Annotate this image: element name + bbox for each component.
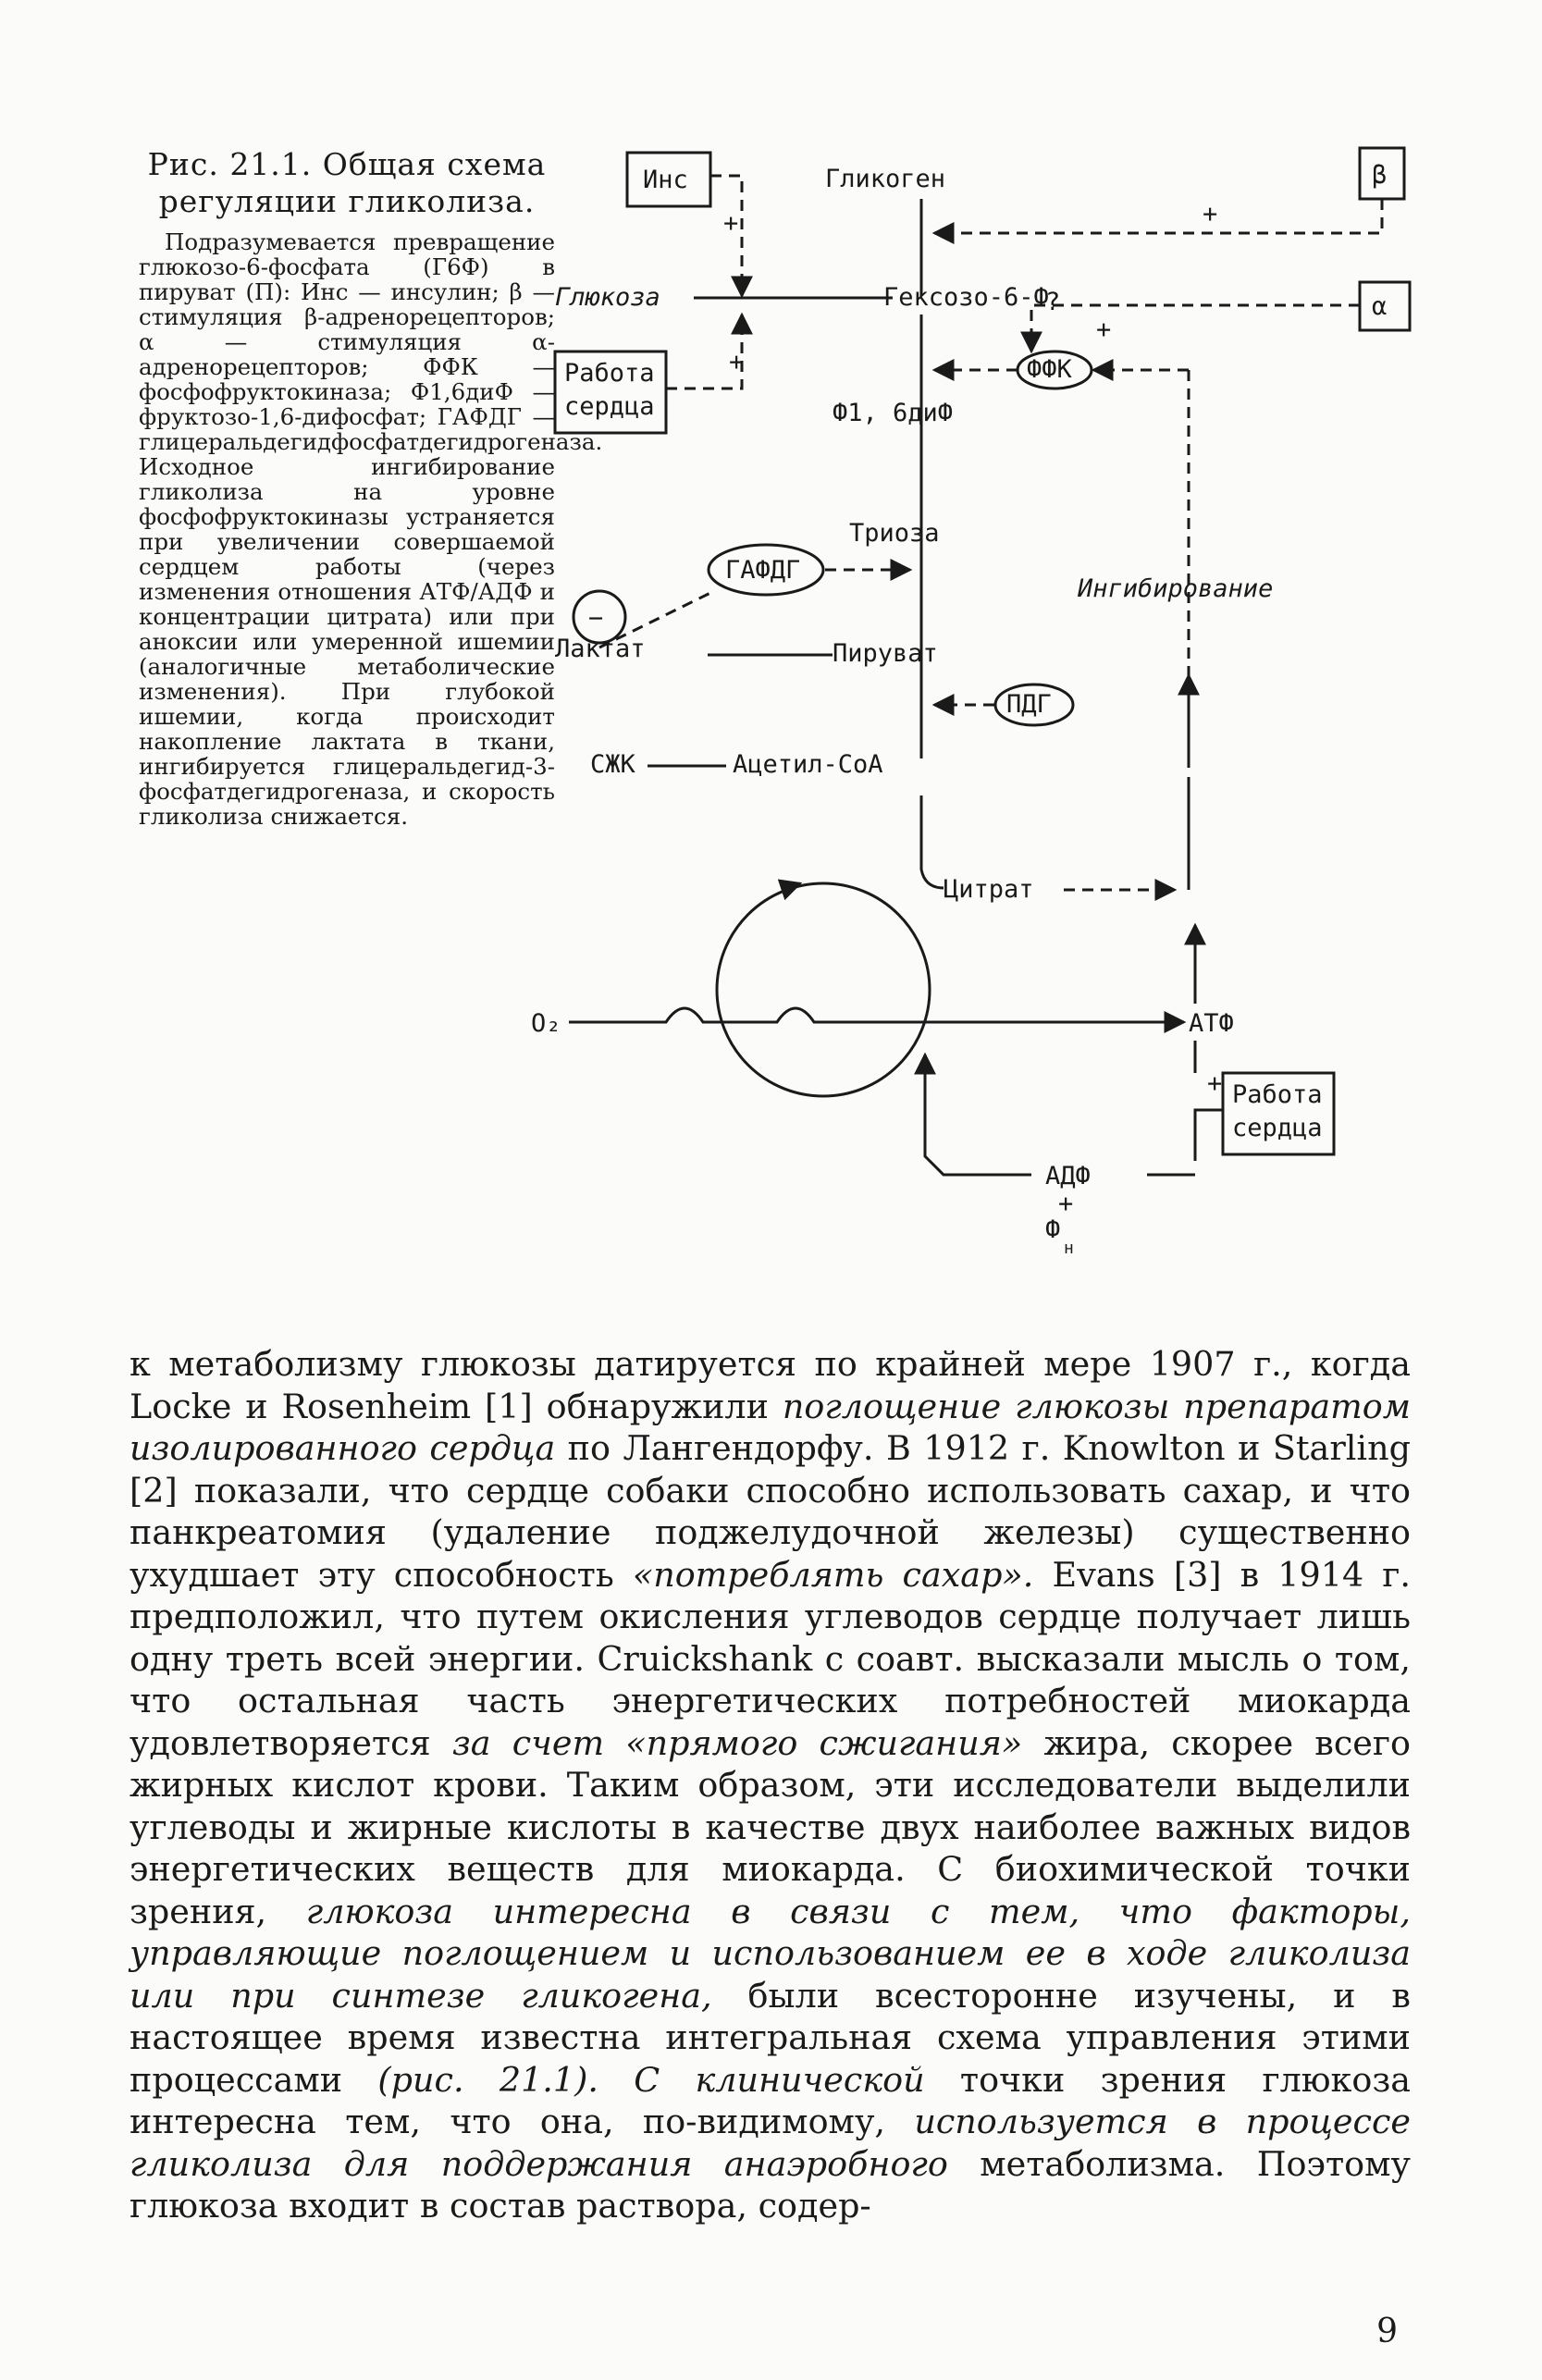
page-number: 9 [1376, 2312, 1398, 2350]
insulin-plus: + [723, 209, 739, 238]
beta-label: β [1372, 161, 1388, 190]
gapdh-label: ГАФДГ [725, 556, 801, 585]
adp-label: АДФ [1045, 1162, 1091, 1190]
acetyl-coa-label: Ацетил-СоА [733, 750, 883, 779]
body-text-8: глюкоза интересна в связи с тем, что факторы, управляющие поглощением и использованием ее в ходе гликолиза или при синтезе гликогена, [130, 1891, 1411, 2016]
body-text-3: по Лангендорфу. В 1912 г. Knowlton и Starling [2] показали, что сердце собаки способно использовать сахар, и что панкреатомия (удаление поджелудочной железы) существенно ухудшает эту способность [130, 1428, 1411, 1595]
insulin-label: Инс [643, 166, 688, 194]
body-text-7: жира, скорее всего жирных кислот крови. Таким образом, эти исследователи выделили углеводы и жирные кислоты в качестве двух наиболее важных видов энергетических веществ для миокарда. С биохимической точки зрения, [130, 1722, 1411, 1931]
f16dp-label: Ф1, 6диФ [833, 399, 954, 427]
alpha-label: α [1372, 292, 1388, 321]
atp-label: АТФ [1189, 1009, 1234, 1038]
body-text-11: точки зрения глюкоза интересна тем, что она, по-видимому, [130, 2059, 1411, 2141]
krebs-cycle-circle [717, 883, 930, 1096]
caption-title-line2: регуляции гликолиза. [158, 183, 536, 219]
body-text-9: были всесторонне изучены, и в настоящее время известна интегральная схема управления этими процессами [130, 1975, 1411, 2100]
heart-work-top-line2: сердца [564, 392, 655, 421]
caption-title-line1: Рис. 21.1. Общая схема [147, 146, 547, 182]
alpha-arrow [1031, 305, 1360, 351]
heart-work-top-line1: Работа [564, 359, 655, 388]
caption-title [139, 146, 555, 220]
heart-work-bottom-line2: сердца [1232, 1114, 1323, 1142]
heart-work-bottom-line1: Работа [1232, 1080, 1323, 1109]
pfk-label: ФФК [1027, 355, 1072, 384]
inhibition-minus-label: − [588, 604, 604, 633]
o2-label: O₂ [531, 1009, 561, 1038]
pdh-label: ПДГ [1006, 690, 1052, 719]
adp-plus: + [1058, 1190, 1074, 1218]
pi-subscript: н [1064, 1239, 1074, 1258]
adp-return-line [925, 1054, 1031, 1175]
body-text-5: Evans [3] в 1914 г. предположил, что путем окисления углеводов сердце получает лишь одну треть всей энергии. Cruickshank с соавт. высказали мысль о том, что остальная часть энергетических потребностей миокарда удовлетворяется [130, 1554, 1411, 1763]
pyruvate-label: Пируват [833, 639, 938, 668]
body-text-1: к метаболизму глюкозы датируется по крайней мере 1907 г., когда Locke и Rosenheim [1] обнаружили [130, 1344, 1411, 1426]
inhibition-label: Ингибирование [1078, 574, 1274, 603]
glycogen-label: Гликоген [825, 165, 946, 193]
ffa-label: СЖК [590, 750, 635, 779]
caption-body: Подразумевается превращение глюкозо-6-фосфата (Г6Ф) в пируват (П): Инс — инсулин; β — стимуляция β-адренорецепторов; α — стимуляция α-адренорецепторов; ФФК — фосфофруктокиназа; Ф1,6диФ — фруктозо-1,6-дифосфат; ГАФДГ — глицеральдегидфосфатдегидрогеназа. Исходное ингибирование гликолиза на уровне фосфофруктокиназы устраняется при увеличении совершаемой сердцем работы (через изменения отношения АТФ/АДФ и концентрации цитрата) или при аноксии или умеренной ишемии (аналогичные метаболические изменения). При глубокой ишемии, когда происходит накопление лактата в ткани, ингибируется глицеральдегид-3-фосфатдегидрогеназа, и скорость гликолиза снижается. [139, 228, 603, 830]
lactate-label: Лактат [555, 635, 646, 663]
heart-work-bottom-line [1195, 1110, 1223, 1161]
beta-plus: + [1203, 200, 1218, 228]
body-text-12: используется в процессе гликолиза для поддержания анаэробного [130, 2102, 1412, 2184]
acetyl-to-citrate-line [921, 795, 944, 888]
heart-work-top-plus: + [729, 348, 745, 376]
oxidative-phosphorylation-line [569, 1008, 1184, 1022]
pi-label: Ф [1045, 1215, 1061, 1244]
body-text-2: поглощение глюкозы препаратом изолированного сердца [130, 1386, 1411, 1468]
citrate-label: Цитрат [944, 875, 1034, 904]
body-text-4: «потреблять сахар». [632, 1554, 1034, 1595]
alpha-plus: + [1096, 315, 1112, 344]
triose-label: Триоза [849, 519, 940, 548]
body-text-13: метаболизма. Поэтому глюкоза входит в состав раствора, содер- [130, 2143, 1411, 2226]
glucose-label: Глюкоза [555, 283, 660, 312]
body-paragraph [130, 1343, 1411, 2227]
heart-work-bottom-plus: + [1207, 1069, 1223, 1098]
g6p-label: Гексозо-6-Ф [883, 283, 1049, 312]
glycolysis-regulation-diagram [527, 129, 1415, 1295]
beta-arrow [934, 199, 1382, 233]
body-text-6: за счет «прямого сжигания» [451, 1722, 1023, 1763]
figure-caption [139, 146, 603, 830]
body-text-10: (рис. 21.1). С клинической [377, 2059, 925, 2100]
alpha-question: ? [1045, 288, 1061, 316]
